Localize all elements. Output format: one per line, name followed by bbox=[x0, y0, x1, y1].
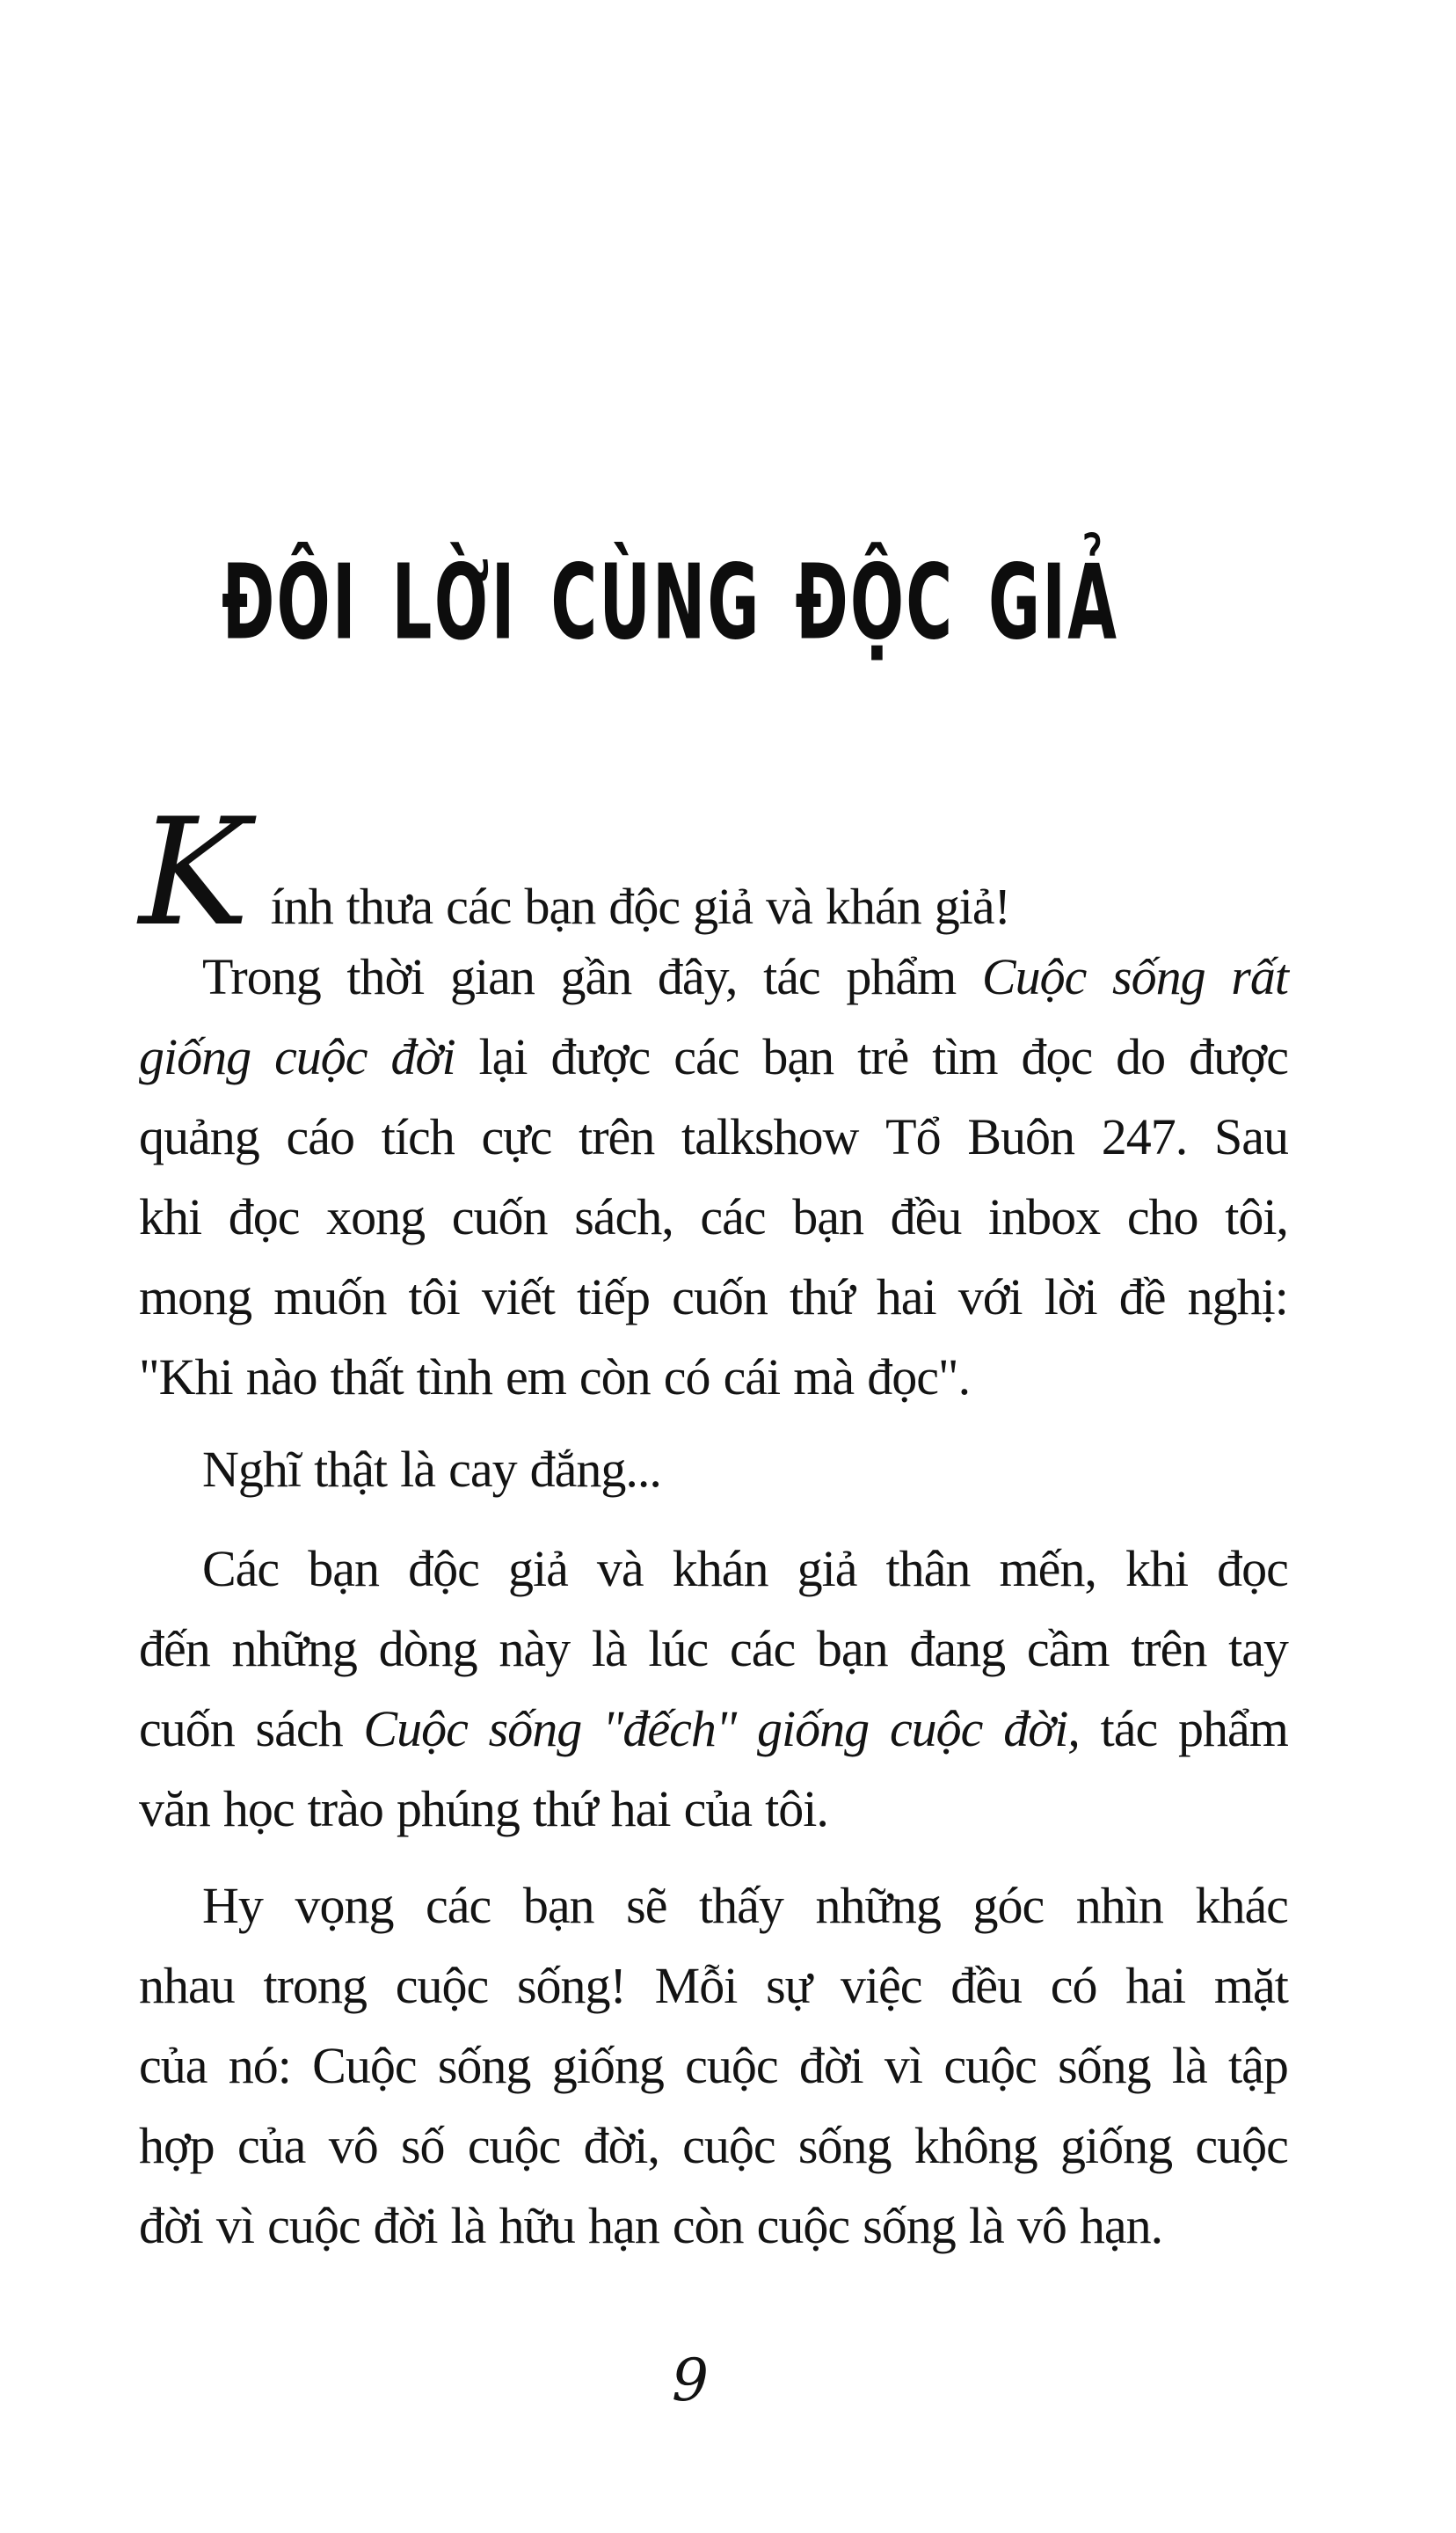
word: cuộc bbox=[267, 2197, 360, 2254]
word: khác bbox=[1195, 1877, 1288, 1934]
word: những bbox=[231, 1620, 357, 1677]
text-line bbox=[139, 1429, 1288, 1509]
word: hữu bbox=[499, 2197, 575, 2254]
word: đây, bbox=[657, 948, 738, 1005]
word: sống bbox=[797, 2117, 892, 2174]
word: tôi. bbox=[765, 1780, 828, 1837]
text-line bbox=[139, 1177, 1288, 1257]
word: sống bbox=[488, 1700, 582, 1757]
word: đời, bbox=[583, 2117, 659, 2174]
word: viết bbox=[481, 1268, 555, 1325]
word: cầm bbox=[1026, 1620, 1110, 1677]
text-line bbox=[139, 1689, 1288, 1769]
word: tác bbox=[763, 948, 820, 1005]
word: mong bbox=[139, 1268, 252, 1325]
word: sách bbox=[255, 1700, 343, 1757]
word: thất bbox=[330, 1348, 404, 1405]
word: những bbox=[815, 1877, 941, 1934]
word: cái bbox=[723, 1348, 781, 1405]
word: cuộc bbox=[395, 1957, 489, 2014]
word: Buôn bbox=[967, 1108, 1075, 1165]
word: do bbox=[1116, 1028, 1166, 1085]
word: cay bbox=[448, 1441, 517, 1498]
word: đề bbox=[1118, 1268, 1166, 1325]
word: giống bbox=[139, 1028, 251, 1085]
word: tôi bbox=[408, 1268, 460, 1325]
word: nghị: bbox=[1187, 1268, 1288, 1325]
paragraph bbox=[139, 786, 1288, 959]
word: với bbox=[957, 1268, 1023, 1325]
word: có bbox=[663, 1348, 710, 1405]
word: thân bbox=[885, 1540, 971, 1597]
word: của bbox=[237, 2117, 306, 2174]
word: cuộc bbox=[943, 2037, 1037, 2094]
word: quảng bbox=[139, 1108, 259, 1165]
word: tập bbox=[1228, 2037, 1288, 2094]
word: bạn bbox=[792, 1188, 864, 1245]
word: được bbox=[1189, 1028, 1288, 1085]
word: cuộc bbox=[274, 1028, 368, 1085]
word: sống bbox=[1112, 948, 1205, 1005]
word: khán bbox=[672, 1540, 768, 1597]
word: trong bbox=[263, 1957, 367, 2014]
word: muốn bbox=[273, 1268, 387, 1325]
word: cuốn bbox=[139, 1700, 235, 1757]
word: còn bbox=[672, 2197, 744, 2254]
page-number: 9 bbox=[672, 2347, 709, 2414]
word: hai bbox=[610, 1780, 671, 1837]
word: đều bbox=[950, 1957, 1022, 2014]
body-text bbox=[139, 786, 1288, 2266]
word: vì bbox=[884, 2037, 923, 2094]
word: sẽ bbox=[626, 1877, 667, 1934]
word: giống bbox=[757, 1700, 870, 1757]
word: tôi, bbox=[1225, 1188, 1288, 1245]
word: bạn bbox=[816, 1620, 888, 1677]
text-line bbox=[139, 1769, 1288, 1849]
word: vô bbox=[1016, 2197, 1067, 2254]
word: sách, bbox=[574, 1188, 673, 1245]
word: cuộc bbox=[467, 2117, 561, 2174]
text-line bbox=[139, 2026, 1288, 2106]
word: tác bbox=[1100, 1700, 1158, 1757]
word: mến, bbox=[999, 1540, 1096, 1597]
word: bạn bbox=[762, 1028, 834, 1085]
word: đời bbox=[798, 2037, 863, 2094]
word: là bbox=[1171, 2037, 1207, 2094]
word: cuộc bbox=[685, 2037, 778, 2094]
word: xong bbox=[326, 1188, 426, 1245]
word: và bbox=[766, 878, 812, 935]
word: bạn bbox=[522, 1877, 594, 1934]
word: đang bbox=[909, 1620, 1006, 1677]
word: là bbox=[450, 2197, 486, 2254]
word: cho bbox=[1126, 1188, 1198, 1245]
drop-cap: K bbox=[139, 786, 249, 959]
word: cuộc bbox=[756, 2197, 850, 2254]
word: các bbox=[729, 1620, 796, 1677]
word: của bbox=[683, 1780, 753, 1837]
paragraph bbox=[139, 1529, 1288, 1849]
word: có bbox=[1050, 1957, 1097, 2014]
word: ính bbox=[270, 878, 333, 935]
word: hai bbox=[876, 1268, 936, 1325]
word: giả bbox=[693, 878, 753, 935]
word: khán bbox=[825, 878, 921, 935]
word: Nghĩ bbox=[202, 1441, 301, 1498]
word: độc bbox=[608, 878, 681, 935]
word: trên bbox=[579, 1108, 655, 1165]
word: thật bbox=[314, 1441, 388, 1498]
word: được bbox=[550, 1028, 651, 1085]
word: giống bbox=[1060, 2117, 1173, 2174]
word: nó: bbox=[228, 2037, 291, 2094]
text-line bbox=[139, 937, 1288, 1017]
text-line bbox=[139, 1865, 1288, 1945]
word: sống bbox=[863, 2197, 956, 2254]
word: là bbox=[400, 1441, 435, 1498]
word: tích bbox=[381, 1108, 455, 1165]
word: thứ bbox=[790, 1268, 855, 1325]
word: khi bbox=[139, 1188, 202, 1245]
word: Tổ bbox=[885, 1108, 941, 1165]
word: thời bbox=[346, 948, 425, 1005]
word: mà bbox=[793, 1348, 855, 1405]
word: gần bbox=[560, 948, 632, 1005]
word: gian bbox=[449, 948, 535, 1005]
word: nhau bbox=[139, 1957, 235, 2014]
word: đời bbox=[373, 2197, 438, 2254]
word: tiếp bbox=[577, 1268, 651, 1325]
word: lời bbox=[1044, 1268, 1097, 1325]
word: Cuộc bbox=[363, 1700, 468, 1757]
word: vọng bbox=[295, 1877, 394, 1934]
word: bạn bbox=[524, 878, 596, 935]
word: cực bbox=[481, 1108, 552, 1165]
word: không bbox=[914, 2117, 1037, 2174]
word: talkshow bbox=[681, 1108, 859, 1165]
word: độc bbox=[408, 1540, 479, 1597]
word: Cuộc bbox=[312, 2037, 417, 2094]
word: đến bbox=[139, 1620, 210, 1677]
word: số bbox=[400, 2117, 445, 2174]
text-line bbox=[139, 1337, 1288, 1417]
word: lúc bbox=[648, 1620, 709, 1677]
word: đọc". bbox=[867, 1348, 971, 1405]
word: góc bbox=[972, 1877, 1045, 1934]
word: lại bbox=[478, 1028, 528, 1085]
word: trào bbox=[307, 1780, 383, 1837]
word: tìm bbox=[932, 1028, 998, 1085]
word: giả bbox=[797, 1540, 857, 1597]
word: Cuộc bbox=[981, 948, 1087, 1005]
word: tay bbox=[1228, 1620, 1288, 1677]
word: của bbox=[139, 2037, 207, 2094]
word: Trong bbox=[202, 948, 321, 1005]
word: "đếch" bbox=[602, 1700, 737, 1757]
word: đọc bbox=[1217, 1540, 1288, 1597]
word: trẻ bbox=[857, 1028, 909, 1085]
text-line bbox=[139, 1257, 1288, 1337]
word: giả! bbox=[934, 878, 1010, 935]
word: các bbox=[700, 1188, 766, 1245]
word: còn bbox=[579, 1348, 651, 1405]
word: khi bbox=[1125, 1540, 1189, 1597]
word: hợp bbox=[139, 2117, 215, 2174]
text-line bbox=[139, 786, 1288, 959]
word: sống bbox=[437, 2037, 531, 2094]
word: bạn bbox=[308, 1540, 380, 1597]
word: văn bbox=[139, 1780, 210, 1837]
word: đều bbox=[890, 1188, 962, 1245]
word: đọc bbox=[1021, 1028, 1093, 1085]
word: cáo bbox=[286, 1108, 354, 1165]
word: vô bbox=[328, 2117, 378, 2174]
word: phẩm bbox=[846, 948, 957, 1005]
word: vì bbox=[215, 2197, 254, 2254]
word: đời, bbox=[1003, 1700, 1080, 1757]
word: đời bbox=[139, 2197, 203, 2254]
text-line bbox=[139, 1529, 1288, 1609]
word: các bbox=[426, 1877, 491, 1934]
word: là bbox=[968, 2197, 1004, 2254]
word: "Khi bbox=[139, 1348, 233, 1405]
word: Sau bbox=[1214, 1108, 1288, 1165]
word: nhìn bbox=[1075, 1877, 1163, 1934]
word: thưa bbox=[346, 878, 433, 935]
text-line bbox=[139, 2106, 1288, 2186]
word: cuộc bbox=[889, 1700, 983, 1757]
text-line bbox=[139, 1097, 1288, 1177]
word: nào bbox=[245, 1348, 317, 1405]
word: tình bbox=[416, 1348, 492, 1405]
word: rất bbox=[1231, 948, 1288, 1005]
word: sống! bbox=[516, 1957, 626, 2014]
text-line bbox=[139, 1017, 1288, 1097]
word: hai bbox=[1125, 1957, 1186, 2014]
word: học bbox=[222, 1780, 295, 1837]
word: các bbox=[446, 878, 512, 935]
word: hạn. bbox=[1079, 2197, 1163, 2254]
word: inbox bbox=[988, 1188, 1101, 1245]
word: cuốn bbox=[451, 1188, 548, 1245]
word: dòng bbox=[378, 1620, 477, 1677]
word: là bbox=[591, 1620, 627, 1677]
word: phúng bbox=[396, 1780, 520, 1837]
word: việc bbox=[840, 1957, 922, 2014]
word: Các bbox=[202, 1540, 280, 1597]
word: hạn bbox=[587, 2197, 659, 2254]
paragraph bbox=[139, 1865, 1288, 2266]
word: sống bbox=[1058, 2037, 1151, 2094]
word: cuộc bbox=[1195, 2117, 1288, 2174]
word: thứ bbox=[532, 1780, 598, 1837]
paragraph bbox=[139, 937, 1288, 1417]
word: giả bbox=[507, 1540, 568, 1597]
word: thấy bbox=[699, 1877, 783, 1934]
word: cuộc bbox=[682, 2117, 775, 2174]
word: giống bbox=[551, 2037, 664, 2094]
word: 247. bbox=[1101, 1108, 1188, 1165]
word: này bbox=[499, 1620, 571, 1677]
text-line bbox=[139, 2186, 1288, 2266]
text-line bbox=[139, 1609, 1288, 1689]
word: em bbox=[505, 1348, 566, 1405]
word: và bbox=[596, 1540, 644, 1597]
text-line bbox=[139, 1945, 1288, 2026]
word: các bbox=[673, 1028, 739, 1085]
word: cuốn bbox=[672, 1268, 768, 1325]
word: đọc bbox=[228, 1188, 300, 1245]
word: phẩm bbox=[1178, 1700, 1288, 1757]
word: trên bbox=[1131, 1620, 1207, 1677]
chapter-title: ĐÔI LỜI CÙNG ĐỘC GIẢ bbox=[222, 542, 1119, 664]
word: đắng... bbox=[529, 1441, 661, 1498]
word: đời bbox=[390, 1028, 455, 1085]
word: Mỗi bbox=[654, 1957, 738, 2014]
word: sự bbox=[766, 1957, 812, 2014]
word: mặt bbox=[1213, 1957, 1288, 2014]
paragraph bbox=[139, 1429, 1288, 1509]
word: Hy bbox=[202, 1877, 263, 1934]
